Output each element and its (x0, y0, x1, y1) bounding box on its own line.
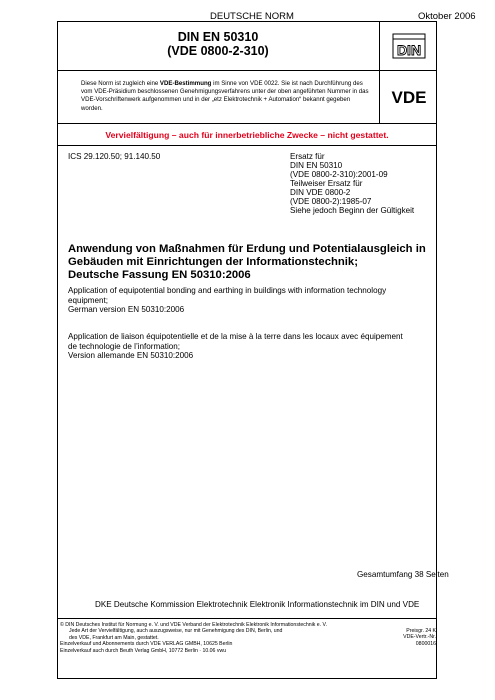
footer-price-info (386, 628, 436, 647)
replacement-info (290, 152, 414, 215)
footer-sales: Einzelverkauf auch durch Beuth Verlag GmbH, 10772 Berlin · 10.06 vwu (60, 647, 227, 654)
publication-date: Oktober 2006 (418, 11, 476, 22)
replacement-line: (VDE 0800-2-310):2001-09 (290, 170, 388, 179)
replacement-line: DIN VDE 0800-2 (290, 188, 351, 197)
replacement-line: Siehe jedoch Beginn der Gültigkeit (290, 206, 415, 215)
footer-divider (57, 618, 437, 619)
vde-logo-mark (386, 88, 432, 106)
replacement-line: DIN EN 50310 (290, 161, 343, 170)
vde-notice: Diese Norm ist zugleich eine VDE-Bestimmung im Sinne von VDE 0022. Sie ist nach Durchführung des vom VDE-Präsidium beschlossenen Genehmigungsverfahrens unter der oben angeführten Nummer in das VDE-Vorschriftenwerk aufgenommen und in der „etz Elektrotechnik + Automation“ bekannt gegeben worden. (57, 71, 380, 124)
vde-logo (380, 71, 437, 124)
reproduction-notice: Vervielfältigung – auch für innerbetriebliche Zwecke – nicht gestattet. (57, 124, 437, 146)
vde-classification: (VDE 0800-2-310) (167, 44, 269, 58)
replacement-line: Teilweiser Ersatz für (290, 179, 363, 188)
document-title-german: Anwendung von Maßnahmen für Erdung und Potentialausgleich in Gebäuden mit Einrichtungen der Informationstechnik; Deutsche Fassung EN 50310:2006 (68, 243, 426, 281)
total-pages: Gesamtumfang 38 Seiten (357, 570, 449, 579)
standard-title-box (57, 21, 380, 71)
replacement-line: Ersatz für (290, 152, 325, 161)
din-logo (380, 21, 437, 71)
ics-code: ICS 29.120.50; 91.140.50 (68, 152, 161, 161)
price-group: Preisgr. 24 K (406, 628, 436, 634)
din-logo-text: DIN (396, 41, 421, 58)
replacement-line: (VDE 0800-2):1985-07 (290, 197, 372, 206)
document-title-french: Application de liaison équipotentielle et de la mise à la terre dans les locaux avec équipement de technologie de l’information; Version allemande EN 50310:2006 (68, 332, 403, 361)
dke-committee: DKE Deutsche Kommission Elektrotechnik Elektronik Informationstechnik im DIN und VDE (95, 600, 420, 609)
vde-logo-text: VDE (391, 88, 426, 106)
standard-type-label: DEUTSCHE NORM (210, 11, 294, 22)
footer-sales: Einzelverkauf und Abonnements durch VDE VERLAG GMBH, 10625 Berlin (60, 641, 233, 648)
vde-number: VDE-Vertr.-Nr. 0800016 (403, 634, 436, 647)
vde-notice-bold: VDE-Bestimmung (159, 80, 212, 87)
standard-number: DIN EN 50310 (177, 30, 259, 44)
footer-copyright: © DIN Deutsches Institut für Normung e. V. und VDE Verband der Elektrotechnik Elektronik Informationstechnik e. V. Jede Art der Vervielfältigung, auch auszugsweise, nur mit Genehmigung des DIN, Berlin, und des VDE, Frankfurt am Main, gestattet. Einzelverkauf und Abonnements durch VDE VERLAG GMBH, 10625 Berlin Einzelverkauf auch durch Beuth Verlag GmbH, 10772 Berlin · 10.06 vwu (60, 622, 370, 654)
document-title-english: Application of equipotential bonding and earthing in buildings with information technology equipment; German version EN 50310:2006 (68, 286, 387, 315)
din-logo-mark (392, 33, 426, 59)
